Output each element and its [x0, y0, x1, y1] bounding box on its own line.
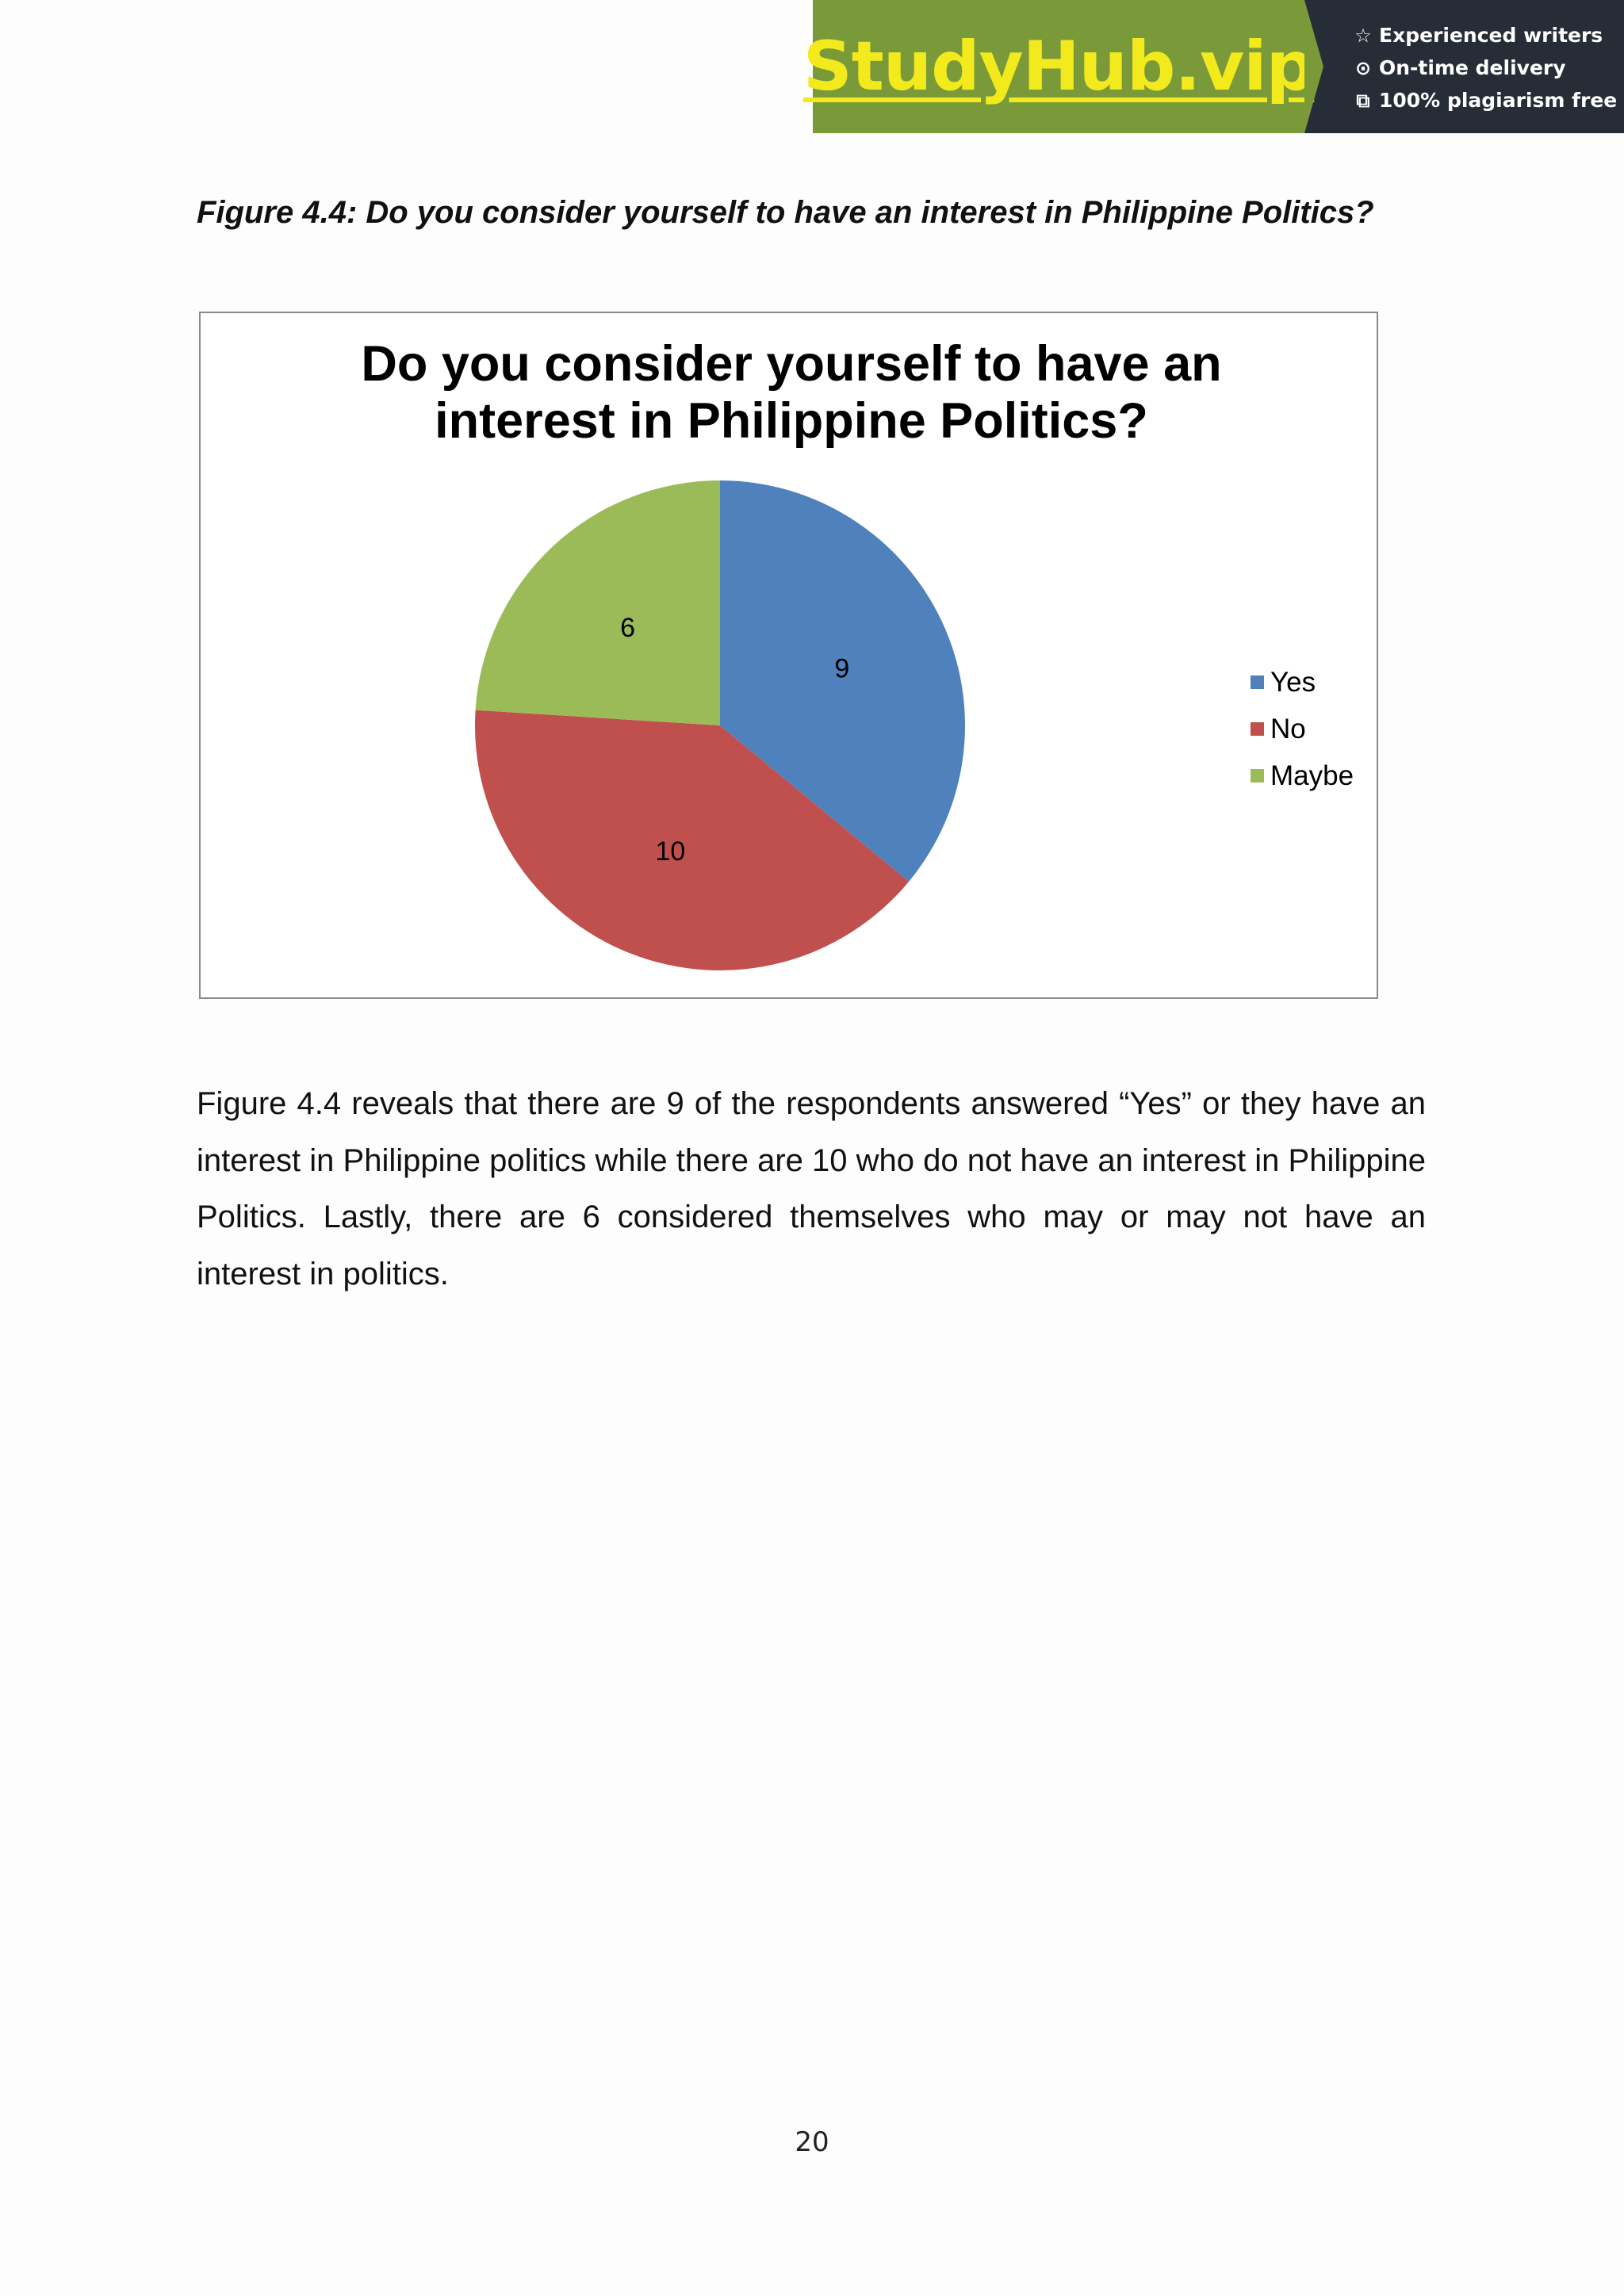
legend-item-no [1251, 706, 1354, 752]
copy-icon: ⧉ [1356, 89, 1370, 112]
pie-chart-frame [199, 312, 1378, 999]
legend-item-yes [1251, 659, 1354, 706]
studyhub-banner[interactable] [802, 0, 1624, 133]
feature-label: On-time delivery [1379, 56, 1566, 79]
feature-on-time-delivery [1352, 52, 1624, 84]
legend-swatch-no [1251, 722, 1264, 736]
feature-label: 100% plagiarism free [1379, 89, 1618, 112]
legend-item-maybe [1251, 752, 1354, 799]
chart-legend [1251, 659, 1354, 799]
chart-title-line-2: interest in Philippine Politics? [435, 393, 1148, 449]
star-icon: ☆ [1354, 24, 1372, 47]
feature-label: Experienced writers [1379, 24, 1603, 47]
pie-chart [201, 313, 1380, 1001]
feature-experienced-writers [1352, 19, 1624, 52]
legend-swatch-maybe [1251, 769, 1264, 783]
feature-list [1304, 0, 1624, 133]
data-label-maybe: 6 [620, 613, 636, 644]
chart-title-line-1: Do you consider yourself to have an [361, 336, 1222, 392]
brand-logo: StudyHub.vip [802, 27, 1315, 106]
figure-caption: Figure 4.4: Do you consider yourself to have an interest in Philippine Politics? [197, 195, 1374, 230]
data-label-no: 10 [655, 836, 686, 867]
legend-label-no: No [1270, 713, 1306, 744]
data-label-yes: 9 [834, 653, 850, 684]
legend-label-maybe: Maybe [1270, 760, 1354, 791]
body-paragraph: Figure 4.4 reveals that there are 9 of the respondents answered “Yes” or they have an interest in Philippine politics while there are 10 who do not have an interest in Philippine Politics. Lastly, there are 6 considered themselves who may or may not have an interest in politics. [197, 1086, 1426, 1292]
clock-icon: ⊙ [1354, 56, 1372, 79]
brand-area [802, 0, 1315, 133]
feature-plagiarism-free [1352, 84, 1624, 117]
legend-label-yes: Yes [1270, 666, 1316, 698]
legend-swatch-yes [1251, 675, 1264, 689]
pie-slice-maybe [476, 480, 720, 725]
page-number: 20 [795, 2126, 829, 2158]
